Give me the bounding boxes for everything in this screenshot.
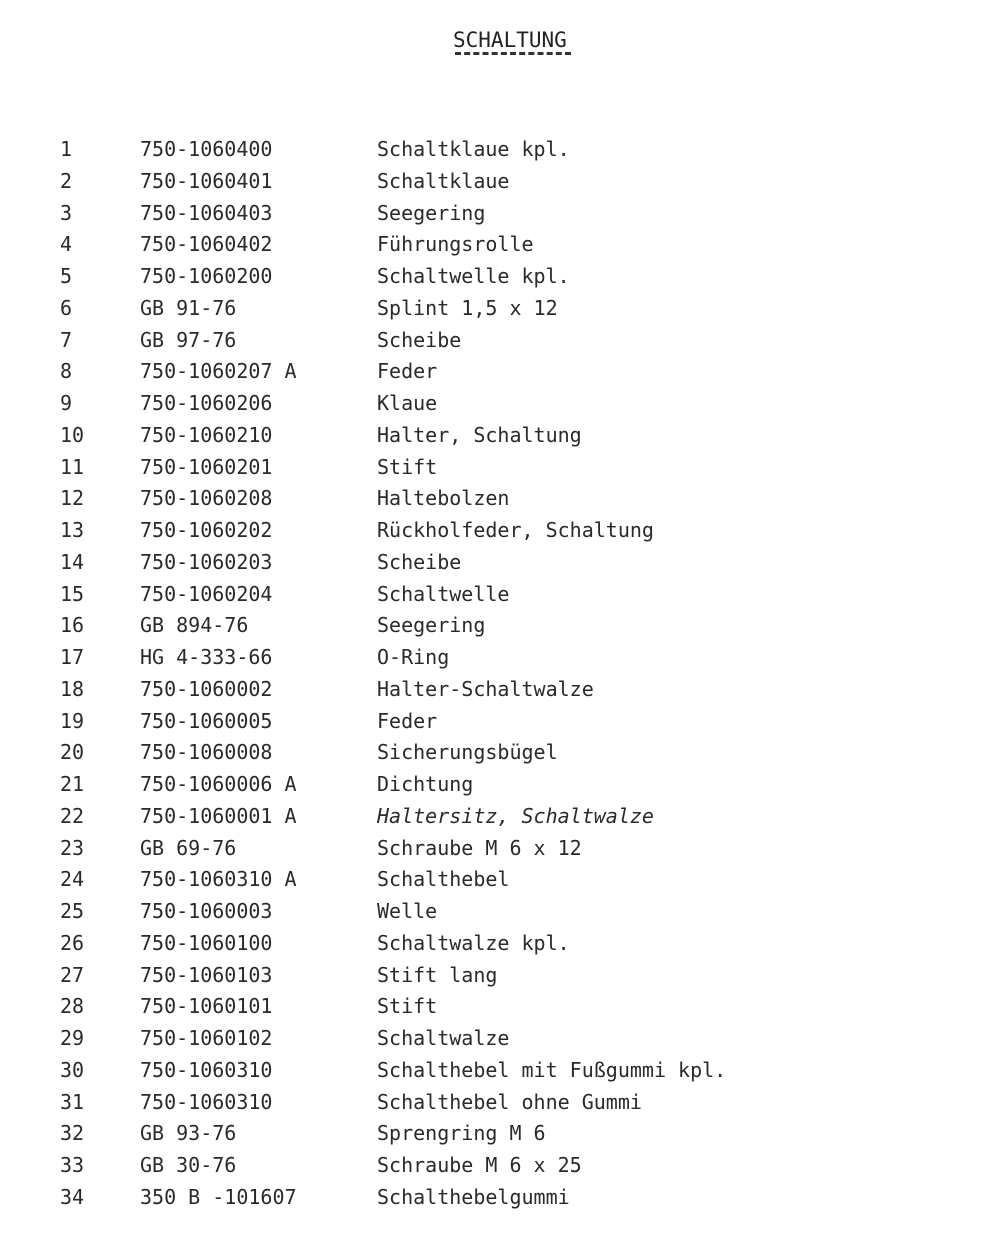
- part-description: Schaltwelle kpl.: [377, 264, 570, 288]
- list-item: [0, 515, 1000, 547]
- part-description: Seegering: [377, 613, 486, 638]
- part-number: 750-1060310: [140, 1089, 273, 1114]
- list-item: [0, 864, 1000, 896]
- part-description: Dichtung: [377, 772, 474, 796]
- list-item: [0, 483, 1000, 515]
- part-description: Stift: [377, 454, 438, 479]
- part-description: Schalthebelgummi: [377, 1184, 570, 1209]
- part-description: Haltersitz, Schaltwalze: [377, 803, 654, 828]
- position-number: 14: [60, 549, 85, 574]
- list-item: [0, 1182, 1000, 1214]
- part-number: GB 894-76: [140, 613, 249, 638]
- part-description: Schaltklaue: [377, 168, 510, 193]
- part-number: 750-1060200: [140, 264, 273, 288]
- position-number: 15: [60, 581, 85, 606]
- position-number: 34: [60, 1184, 85, 1209]
- position-number: 29: [60, 1026, 85, 1050]
- position-number: 25: [60, 899, 85, 923]
- position-number: 6: [60, 295, 73, 320]
- list-item: [0, 1150, 1000, 1182]
- part-number: 750-1060008: [140, 740, 273, 765]
- part-description: Sprengring M 6: [377, 1121, 546, 1146]
- list-item: [0, 325, 1000, 357]
- position-number: 8: [60, 359, 73, 384]
- part-number: 750-1060100: [140, 930, 273, 955]
- list-item: [0, 420, 1000, 452]
- position-number: 19: [60, 708, 85, 733]
- position-number: 9: [60, 391, 73, 415]
- list-item: [0, 229, 1000, 261]
- position-number: 17: [60, 645, 85, 669]
- part-description: Rückholfeder, Schaltung: [377, 518, 654, 542]
- part-number: 750-1060402: [140, 232, 273, 257]
- position-number: 27: [60, 962, 85, 987]
- position-number: 7: [60, 327, 73, 352]
- list-item: [0, 547, 1000, 579]
- position-number: 5: [60, 264, 73, 288]
- part-number: GB 97-76: [140, 327, 237, 352]
- position-number: 22: [60, 803, 85, 828]
- list-item: [0, 261, 1000, 293]
- part-description: Splint 1,5 x 12: [377, 295, 558, 320]
- position-number: 31: [60, 1089, 85, 1114]
- list-item: [0, 356, 1000, 388]
- list-item: [0, 388, 1000, 420]
- part-number: 750-1060204: [140, 581, 273, 606]
- part-number: 750-1060403: [140, 200, 273, 225]
- position-number: 13: [60, 518, 85, 542]
- part-description: Schalthebel mit Fußgummi kpl.: [377, 1057, 727, 1082]
- part-description: Stift: [377, 994, 438, 1019]
- part-description: Stift lang: [377, 962, 498, 987]
- part-number: 750-1060006 A: [140, 772, 297, 796]
- list-item: [0, 674, 1000, 706]
- part-number: 750-1060003: [140, 899, 273, 923]
- part-number: GB 30-76: [140, 1153, 237, 1177]
- position-number: 30: [60, 1057, 85, 1082]
- part-description: Schalthebel: [377, 867, 510, 892]
- part-description: Welle: [377, 899, 438, 923]
- part-number: 750-1060002: [140, 676, 273, 701]
- part-description: Feder: [377, 708, 438, 733]
- part-number: GB 69-76: [140, 835, 237, 860]
- part-number: GB 91-76: [140, 295, 237, 320]
- position-number: 32: [60, 1121, 85, 1146]
- part-description: Schraube M 6 x 12: [377, 835, 582, 860]
- part-description: Schaltwalze: [377, 1026, 510, 1050]
- position-number: 16: [60, 613, 85, 638]
- list-item: [0, 833, 1000, 865]
- part-number: 750-1060202: [140, 518, 273, 542]
- part-description: Schaltwalze kpl.: [377, 930, 570, 955]
- position-number: 18: [60, 676, 85, 701]
- position-number: 33: [60, 1153, 85, 1177]
- list-item: [0, 198, 1000, 230]
- part-description: Haltebolzen: [377, 486, 510, 511]
- list-item: [0, 610, 1000, 642]
- list-item: [0, 1055, 1000, 1087]
- list-item: [0, 642, 1000, 674]
- position-number: 1: [60, 137, 73, 161]
- part-number: 750-1060201: [140, 454, 273, 479]
- part-number: 750-1060206: [140, 391, 273, 415]
- part-number: 750-1060207 A: [140, 359, 297, 384]
- list-item: [0, 579, 1000, 611]
- part-description: Führungsrolle: [377, 232, 534, 257]
- part-number: 750-1060001 A: [140, 803, 297, 828]
- part-number: 750-1060400: [140, 137, 273, 161]
- position-number: 26: [60, 930, 85, 955]
- part-description: Klaue: [377, 391, 438, 415]
- part-description: Halter, Schaltung: [377, 422, 582, 447]
- part-number: 750-1060210: [140, 422, 273, 447]
- list-item: [0, 991, 1000, 1023]
- position-number: 4: [60, 232, 73, 257]
- list-item: [0, 1118, 1000, 1150]
- list-item: [0, 452, 1000, 484]
- part-description: Schaltwelle: [377, 581, 510, 606]
- position-number: 2: [60, 168, 73, 193]
- position-number: 21: [60, 772, 85, 796]
- part-number: HG 4-333-66: [140, 645, 273, 669]
- part-number: 750-1060203: [140, 549, 273, 574]
- list-item: [0, 769, 1000, 801]
- list-item: [0, 1087, 1000, 1119]
- part-number: 350 B -101607: [140, 1184, 297, 1209]
- part-description: Halter-Schaltwalze: [377, 676, 594, 701]
- part-number: 750-1060102: [140, 1026, 273, 1050]
- title-underline: [455, 52, 571, 55]
- position-number: 11: [60, 454, 85, 479]
- part-description: Scheibe: [377, 549, 462, 574]
- position-number: 28: [60, 994, 85, 1019]
- position-number: 12: [60, 486, 85, 511]
- position-number: 3: [60, 200, 73, 225]
- part-description: Schraube M 6 x 25: [377, 1153, 582, 1177]
- position-number: 23: [60, 835, 85, 860]
- part-description: Scheibe: [377, 327, 462, 352]
- list-item: [0, 293, 1000, 325]
- part-number: 750-1060103: [140, 962, 273, 987]
- part-description: Schaltklaue kpl.: [377, 137, 570, 161]
- list-item: [0, 928, 1000, 960]
- list-item: [0, 1023, 1000, 1055]
- list-item: [0, 801, 1000, 833]
- part-number: 750-1060310: [140, 1057, 273, 1082]
- parts-list: [0, 134, 1000, 1214]
- list-item: [0, 166, 1000, 198]
- position-number: 10: [60, 422, 85, 447]
- part-description: Feder: [377, 359, 438, 384]
- list-item: [0, 896, 1000, 928]
- part-number: 750-1060310 A: [140, 867, 297, 892]
- part-description: Sicherungsbügel: [377, 740, 558, 765]
- part-description: Schalthebel ohne Gummi: [377, 1089, 642, 1114]
- page-title: SCHALTUNG: [453, 28, 567, 52]
- part-number: 750-1060005: [140, 708, 273, 733]
- part-number: 750-1060208: [140, 486, 273, 511]
- part-number: GB 93-76: [140, 1121, 237, 1146]
- part-number: 750-1060401: [140, 168, 273, 193]
- list-item: [0, 134, 1000, 166]
- list-item: [0, 737, 1000, 769]
- position-number: 24: [60, 867, 85, 892]
- list-item: [0, 960, 1000, 992]
- part-number: 750-1060101: [140, 994, 273, 1019]
- part-description: O-Ring: [377, 645, 450, 669]
- position-number: 20: [60, 740, 85, 765]
- part-description: Seegering: [377, 200, 486, 225]
- list-item: [0, 706, 1000, 738]
